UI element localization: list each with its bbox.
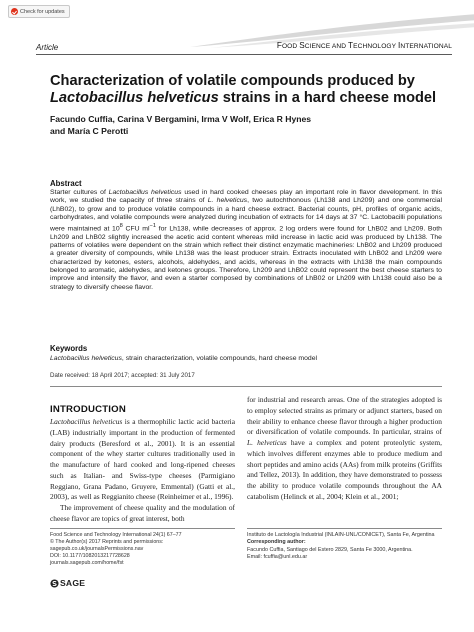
article-type-label: Article [36,43,59,52]
affiliation-text: Instituto de Lactología Industrial (INLAIN-UNL/CONICET), Santa Fe, Argentina [247,532,435,538]
journal-name: FOOD SCIENCE AND TECHNOLOGY INTERNATIONAL [276,41,452,50]
corresponding-author-heading: Corresponding author: [247,539,306,546]
keywords-heading: Keywords [50,344,88,353]
journal-home-link[interactable]: journals.sagepub.com/home/fst [50,559,124,566]
date-received-accepted: Date received: 18 April 2017; accepted: 31 July 2017 [50,372,195,379]
keywords-list: Lactobacillus helveticus, strain characterization, volatile compounds, hard cheese model [50,355,318,362]
journal-citation-block [50,532,235,567]
doi-link[interactable]: DOI: 10.1177/1082013217728628 [50,552,130,559]
author-list: Facundo Cuffia, Carina V Bergamini, Irma V Wolf, Erica R Hynes and María C Perotti [50,114,312,136]
introduction-right-paragraph: for industrial and research areas. One of the strategies adopted is to employ selected strains as primary or adjunct starters, based on their ability to enhance cheese flavor through a higher production or diversification of volatile compounds. In particular, strains of L. helveticus have a complex and potent proteolytic system, which involves different enzymes able to produce medium and short peptides and amino acids (AAs) from milk proteins (Griffits and Tellez, 2013). In addition, they have demonstrated to possess the ability to produce volatile compounds throughout the AA catabolism (Helinck et al., 2004; Klein et al., 2001; [247,395,442,501]
introduction-left-paragraph-1: Lactobacillus helveticus is a thermophilic lactic acid bacteria (LAB) industrially important in the production of fermented dairy products (Beresford et al., 2001). It is an essential component of the whey starter cultures traditionally used in the manufacture of hard cooked and long-ripened cheeses such as Italian- and Swiss-type cheeses (Parmigiano Reggiano, Grana Padano, Gruyere, Emmental) (Gatti et al., 2003), as well as Reggianito cheese (Reinheimer et al., 1996). [50,417,235,502]
article-title: Characterization of volatile compounds produced by Lactobacillus helveticus strains in a hard cheese model [50,73,437,106]
permissions-link[interactable]: sagepub.co.uk/journalsPermissions.nav [50,545,144,552]
sage-logo: SAGE [50,578,85,588]
journal-citation: Food Science and Technology International 24(1) 67–77 [50,532,182,538]
sage-s-mark-icon [50,579,59,588]
footer-divider-right [247,528,442,529]
introduction-heading: INTRODUCTION [50,404,126,415]
check-for-updates-label: Check for updates [20,8,65,15]
introduction-left-paragraph-2: The improvement of cheese quality and the modulation of cheese flavor are topics of great interest, both [50,503,235,523]
copyright-line: © The Author(s) 2017 Reprints and permissions: [50,538,164,545]
author-affiliation-block [247,532,442,561]
corresponding-author-address: Facundo Cuffia, Santiago del Estero 2829, Santa Fe 3000, Argentina. [247,546,413,553]
corresponding-author-email[interactable]: Email: fcuffia@unl.edu.ar [247,553,308,560]
footer-divider-left [50,528,235,529]
dates-divider [50,386,442,387]
abstract-heading: Abstract [50,179,82,188]
check-for-updates-badge[interactable] [8,5,70,18]
abstract-text: Starter cultures of Lactobacillus helveticus used in hard cooked cheeses play an important role in flavor development. In this work, we studied the capacity of three strains of L. helveticus, two autochthonous (Lh138 and Lh209) and one commercial (LhB02), to grow and to produce volatile compounds in a hard cheese extract. Bacterial counts, pH, profiles of organic acids, carbohydrates, and volatile compounds were analyzed during incubation of extracts for 14 days at 37 °C. Lactobacilli populations were maintained at $10^8$ CFU $ml^{-1}$ for Lh138, while decreases of approx. 2 log orders were found for LhB02 and Lh209. Both Lh209 and LhB02 slightly increased the acetic acid content whereas mild increase in lactic acid was produced by Lh138. The patterns of volatiles were dependent on the strain which reflect their distinct enzymatic machineries: LhB02 and Lh209 produced a greater diversity of compounds, while Lh138 was the least producer strain. Extracts inoculated with LhB02 and Lh209 were characterized by ketones, esters, alcohols, aldehydes, and acids, whereas in the extracts with Lh138 the main compounds belonged to aromatic, aldehydes, and ketones groups. Therefore, Lh209 and LhB02 could represent the best cheese starters to improve and intensify the flavor, and even a starter composed by combinations of LhB02 or Lh209 with Lh138 could also be a strategy to diversify cheese flavor. [50,189,442,291]
header-rule [36,54,452,55]
check-icon [11,8,18,15]
